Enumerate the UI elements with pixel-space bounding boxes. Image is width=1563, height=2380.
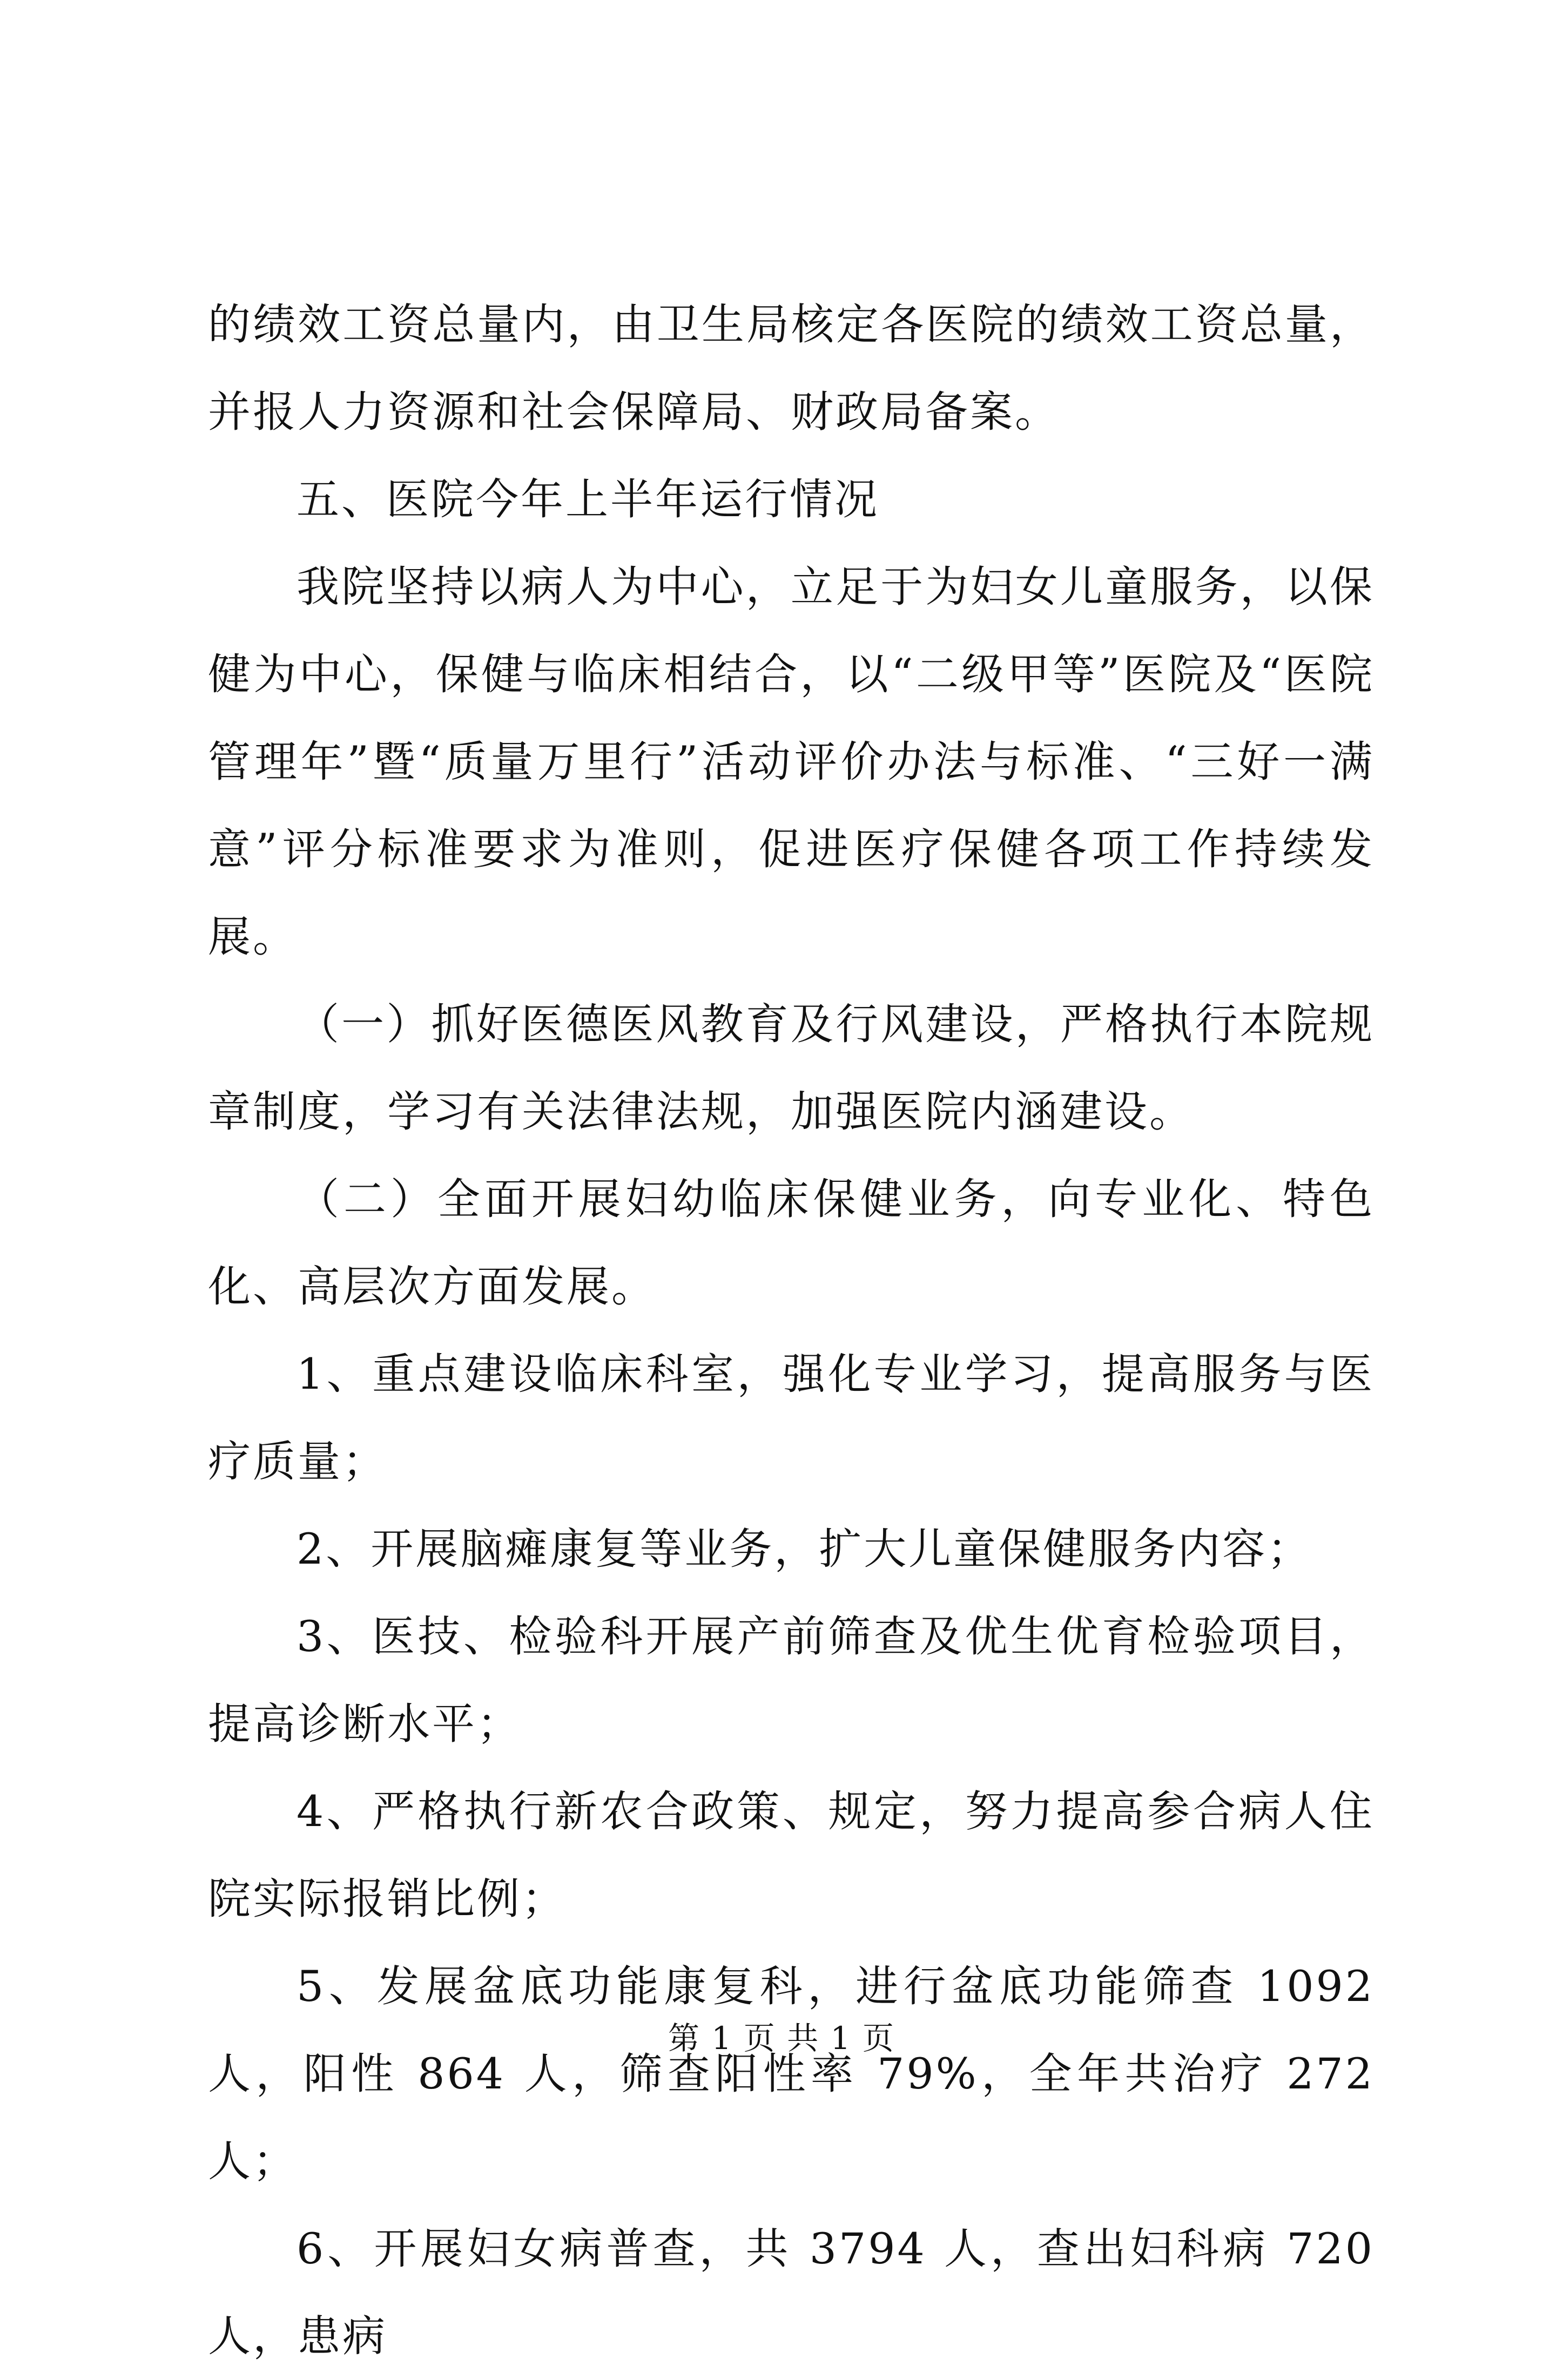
list-item-2: 2、开展脑瘫康复等业务，扩大儿童保健服务内容；: [297, 1524, 1312, 1574]
list-item-4: 4、严格执行新农合政策、规定，努力提高参合病人住院实际报销比例；: [208, 1787, 1375, 1924]
list-item-3: 3、医技、检验科开展产前筛查及优生优育检验项目，提高诊断水平；: [208, 1612, 1375, 1749]
paragraph-overview: 我院坚持以病人为中心，立足于为妇女儿童服务，以保健为中心，保健与临床相结合，以“二级甲等”医院及“医院管理年”暨“质量万里行”活动评价办法与标准、“三好一满意”评分标准要求为准则，促进医疗保健各项工作持续发展。: [208, 562, 1375, 962]
page-footer: 第 1 页 共 1 页: [668, 2020, 895, 2057]
body-text: [208, 281, 1391, 2380]
list-item-5: 5、发展盆底功能康复科，进行盆底功能筛查 1092 人，阳性 864 人，筛查阳性率 79%，全年共治疗 272 人；: [208, 1962, 1391, 2186]
paragraph-item-one: （一）抓好医德医风教育及行风建设，严格执行本院规章制度，学习有关法律法规，加强医院内涵建设。: [208, 999, 1375, 1137]
paragraph-item-two: （二）全面开展妇幼临床保健业务，向专业化、特色化、高层次方面发展。: [208, 1174, 1375, 1311]
list-item-1: 1、重点建设临床科室，强化专业学习，提高服务与医疗质量；: [208, 1349, 1375, 1486]
list-item-6: 6、开展妇女病普查，共 3794 人，查出妇科病 720 人，患病: [208, 2224, 1391, 2361]
section-heading-five: 五、医院今年上半年运行情况: [297, 475, 879, 524]
paragraph-continuation: 的绩效工资总量内，由卫生局核定各医院的绩效工资总量，并报人力资源和社会保障局、财政局备案。: [208, 300, 1375, 437]
